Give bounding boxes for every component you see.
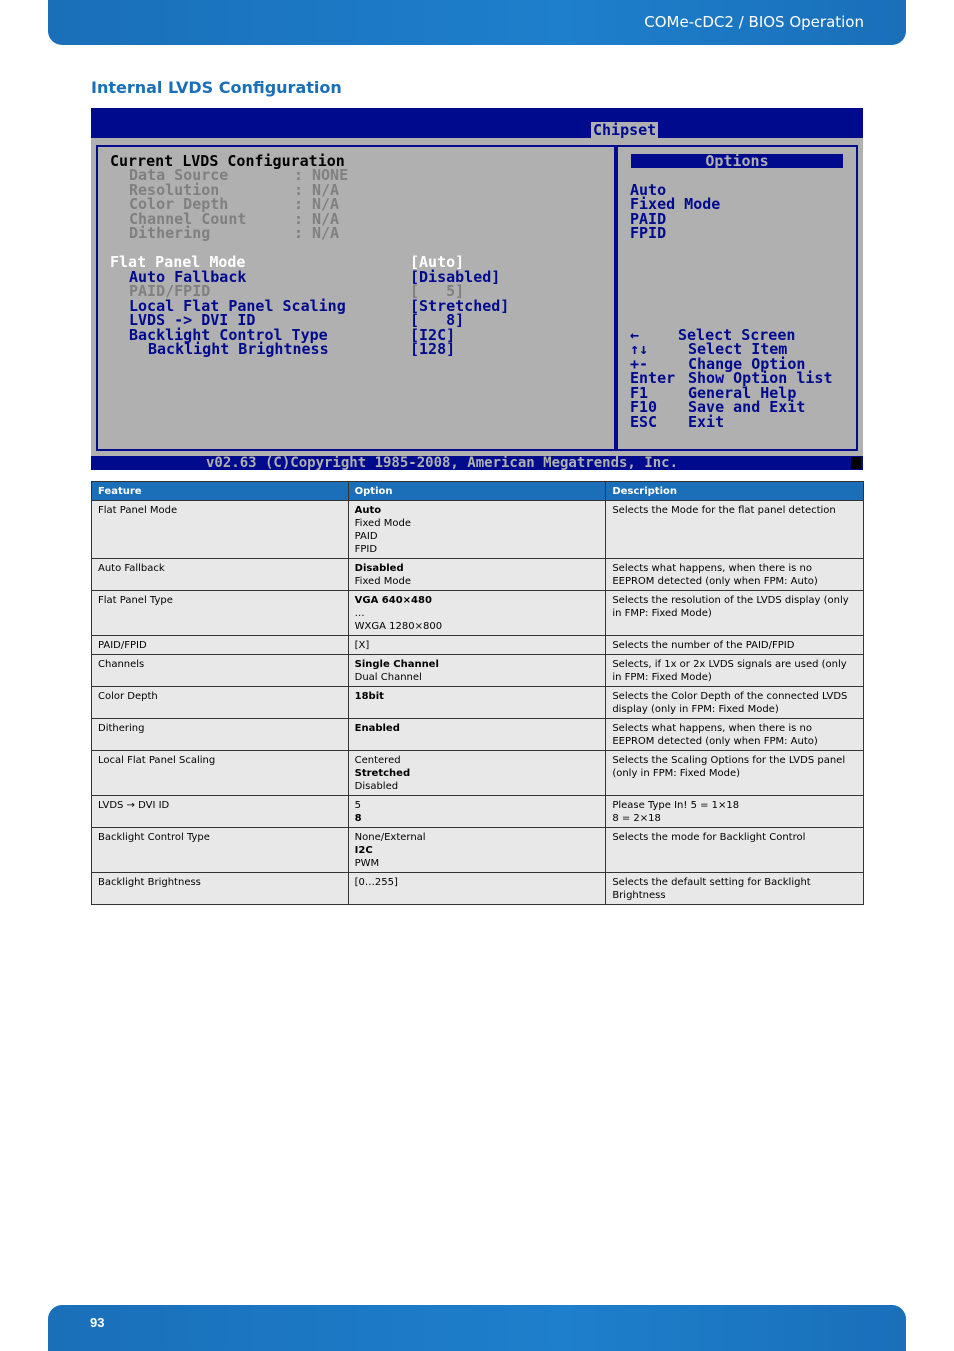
- option-cell: [348, 687, 606, 719]
- bios-setting-value[interactable]: [Stretched]: [410, 297, 510, 315]
- col-header-description: Description: [606, 482, 864, 501]
- bios-setting-value[interactable]: [Auto]: [410, 253, 465, 271]
- bios-info-value: N/A: [312, 195, 340, 213]
- option-default: VGA 640×480: [354, 595, 432, 606]
- feature-cell: LVDS → DVI ID: [92, 796, 349, 828]
- bios-copyright: v02.63 (C)Copyright 1985-2008, American Megatrends, Inc.: [206, 455, 679, 471]
- option-default: Stretched: [354, 768, 411, 779]
- bios-info-sep: :: [294, 181, 304, 199]
- feature-cell: Backlight Brightness: [92, 873, 349, 905]
- description-text: Selects the Scaling Options for the LVDS panel (only in FPM: Fixed Mode): [612, 755, 846, 779]
- table-row: [92, 828, 864, 873]
- option-value: 5: [354, 800, 362, 811]
- option-value: None/External: [354, 832, 426, 843]
- bios-setting-flat-panel-mode[interactable]: Flat Panel Mode: [110, 253, 246, 271]
- bios-setting-value[interactable]: [I2C]: [410, 326, 456, 344]
- description-text: Selects the mode for Backlight Control: [612, 832, 806, 843]
- description-cell: [606, 591, 864, 636]
- bios-menu-bar: [91, 108, 863, 138]
- feature-cell: Local Flat Panel Scaling: [92, 751, 349, 796]
- bios-option-item[interactable]: Fixed Mode: [630, 195, 721, 213]
- bios-info-sep: :: [294, 166, 304, 184]
- description-cell: [606, 687, 864, 719]
- option-value: Dual Channel: [354, 672, 422, 683]
- bios-status-bar: [91, 456, 863, 470]
- description-text: Selects the Mode for the flat panel detection: [612, 505, 836, 516]
- bios-info-value: N/A: [312, 181, 340, 199]
- bios-info-value: N/A: [312, 224, 340, 242]
- bios-help-key: F1: [630, 384, 649, 402]
- option-default: I2C: [354, 845, 373, 856]
- option-default: 18bit: [354, 691, 384, 702]
- option-value: Disabled: [354, 781, 399, 792]
- bios-help-key: ↑↓: [630, 340, 649, 358]
- bios-settings-panel: [96, 145, 616, 451]
- option-cell: [348, 751, 606, 796]
- bios-setting-value: [ 5]: [410, 282, 465, 300]
- bios-screenshot: [91, 108, 863, 470]
- table-row: [92, 501, 864, 559]
- bios-option-item[interactable]: Auto: [630, 181, 667, 199]
- bios-help-key: Enter: [630, 369, 676, 387]
- bios-info-label: Dithering: [129, 224, 211, 242]
- table-body: [92, 501, 864, 905]
- bios-setting-value[interactable]: [Disabled]: [410, 268, 501, 286]
- feature-table: [91, 481, 864, 905]
- description-cell: [606, 559, 864, 591]
- option-value: Fixed Mode: [354, 518, 411, 529]
- description-cell: [606, 796, 864, 828]
- option-default: Enabled: [354, 723, 400, 734]
- bios-help-text: Change Option: [688, 355, 806, 373]
- option-value: [X]: [354, 640, 370, 651]
- description-text: 8 = 2×18: [612, 813, 661, 824]
- bios-info-value: N/A: [312, 210, 340, 228]
- feature-cell: Flat Panel Mode: [92, 501, 349, 559]
- bios-help-key: ←: [630, 326, 640, 344]
- table-row: [92, 655, 864, 687]
- option-default: Single Channel: [354, 659, 439, 670]
- table-row: [92, 719, 864, 751]
- header-title: COMe-cDC2 / BIOS Operation: [644, 13, 864, 31]
- description-cell: [606, 636, 864, 655]
- bios-tab-chipset[interactable]: Chipset: [593, 121, 657, 139]
- option-cell: [348, 796, 606, 828]
- bios-option-item[interactable]: PAID: [630, 210, 667, 228]
- option-value: [0…255]: [354, 877, 398, 888]
- option-value: WXGA 1280×800: [354, 621, 443, 632]
- table-header-row: [92, 482, 864, 501]
- bios-setting-value[interactable]: [128]: [410, 340, 456, 358]
- bios-setting-lvds-dvi-id[interactable]: LVDS -> DVI ID: [129, 311, 256, 329]
- feature-cell: Flat Panel Type: [92, 591, 349, 636]
- bios-setting-paid-fpid: PAID/FPID: [129, 282, 211, 300]
- feature-cell: PAID/FPID: [92, 636, 349, 655]
- bios-setting-backlight-type[interactable]: Backlight Control Type: [129, 326, 328, 344]
- section-title: Internal LVDS Configuration: [91, 78, 342, 97]
- description-text: Selects the number of the PAID/FPID: [612, 640, 795, 651]
- bios-help-text: General Help: [688, 384, 797, 402]
- feature-cell: Color Depth: [92, 687, 349, 719]
- bios-info-label: Color Depth: [129, 195, 229, 213]
- table-row: [92, 591, 864, 636]
- feature-cell: Channels: [92, 655, 349, 687]
- bios-option-item[interactable]: FPID: [630, 224, 667, 242]
- description-text: Please Type In! 5 = 1×18: [612, 800, 740, 811]
- page-number: 93: [90, 1315, 105, 1330]
- feature-cell: Dithering: [92, 719, 349, 751]
- option-cell: [348, 591, 606, 636]
- option-default: Disabled: [354, 563, 404, 574]
- option-cell: [348, 873, 606, 905]
- bios-help-text: Save and Exit: [688, 398, 806, 416]
- bios-info-label: Resolution: [129, 181, 220, 199]
- option-value: Fixed Mode: [354, 576, 411, 587]
- feature-cell: Auto Fallback: [92, 559, 349, 591]
- col-header-feature: Feature: [92, 482, 349, 501]
- bios-cursor-block: [851, 457, 861, 469]
- description-text: Selects the Color Depth of the connected LVDS display (only in FPM: Fixed Mode): [612, 691, 848, 715]
- bios-help-text: Select Item: [688, 340, 788, 358]
- table-row: [92, 796, 864, 828]
- bios-info-sep: :: [294, 210, 304, 228]
- option-default: 8: [354, 813, 362, 824]
- description-text: Selects what happens, when there is no EEPROM detected (only when FPM: Auto): [612, 723, 818, 747]
- bios-info-value: NONE: [312, 166, 349, 184]
- description-cell: [606, 751, 864, 796]
- option-cell: [348, 636, 606, 655]
- option-value: Centered: [354, 755, 401, 766]
- description-text: Selects the default setting for Backlight Brightness: [612, 877, 811, 901]
- bios-help-text: Show Option list: [688, 369, 833, 387]
- bios-help-key: F10: [630, 398, 658, 416]
- description-cell: [606, 873, 864, 905]
- table-row: [92, 559, 864, 591]
- bios-setting-local-scaling[interactable]: Local Flat Panel Scaling: [129, 297, 346, 315]
- bios-setting-auto-fallback[interactable]: Auto Fallback: [129, 268, 247, 286]
- table-row: [92, 751, 864, 796]
- option-cell: [348, 828, 606, 873]
- table-row: [92, 636, 864, 655]
- option-default: Auto: [354, 505, 382, 516]
- bios-help-text: Exit: [688, 413, 725, 431]
- bios-info-label: Channel Count: [129, 210, 247, 228]
- description-text: Selects, if 1x or 2x LVDS signals are used (only in FPM: Fixed Mode): [612, 659, 847, 683]
- feature-cell: Backlight Control Type: [92, 828, 349, 873]
- description-cell: [606, 828, 864, 873]
- bios-help-text: Select Screen: [678, 326, 796, 344]
- table-row: [92, 687, 864, 719]
- option-cell: [348, 655, 606, 687]
- bios-info-sep: :: [294, 195, 304, 213]
- page-footer: [48, 1305, 906, 1351]
- option-value: PWM: [354, 858, 380, 869]
- bios-info-sep: :: [294, 224, 304, 242]
- description-cell: [606, 655, 864, 687]
- bios-options-panel: [616, 145, 858, 451]
- description-cell: [606, 719, 864, 751]
- bios-help-key: ESC: [630, 413, 658, 431]
- option-value: …: [354, 608, 365, 619]
- option-cell: [348, 501, 606, 559]
- table-row: [92, 873, 864, 905]
- bios-setting-value[interactable]: [ 8]: [410, 311, 465, 329]
- page-header: [48, 0, 906, 45]
- bios-setting-backlight-brightness[interactable]: Backlight Brightness: [148, 340, 329, 358]
- bios-help-key: +-: [630, 355, 649, 373]
- description-cell: [606, 501, 864, 559]
- col-header-option: Option: [348, 482, 606, 501]
- option-value: PAID: [354, 531, 378, 542]
- option-value: FPID: [354, 544, 378, 555]
- option-cell: [348, 559, 606, 591]
- bios-options-title: Options: [631, 154, 843, 168]
- description-text: Selects the resolution of the LVDS display (only in FMP: Fixed Mode): [612, 595, 849, 619]
- option-cell: [348, 719, 606, 751]
- bios-panel-title: Current LVDS Configuration: [110, 152, 345, 170]
- description-text: Selects what happens, when there is no EEPROM detected (only when FPM: Auto): [612, 563, 818, 587]
- bios-info-label: Data Source: [129, 166, 229, 184]
